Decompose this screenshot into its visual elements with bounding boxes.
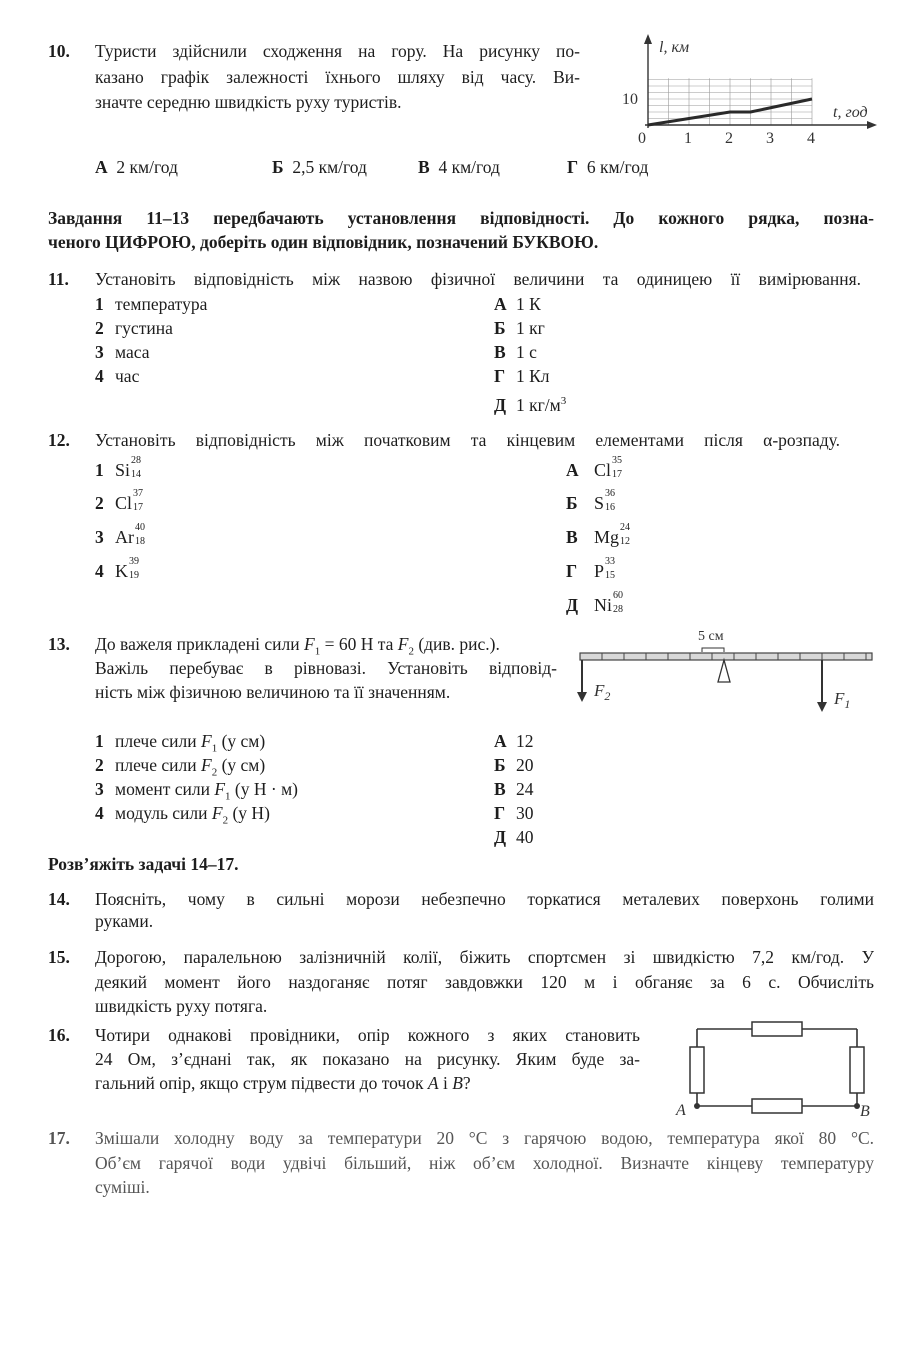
chart-y-tick-labels [622,91,638,108]
question-text-line: Чотири однакові провідники, опір кожного з яких становить [95,1025,640,1045]
match-left-isotope: 3 Ar 40 18 [95,522,145,547]
match-left-isotope: 4 K 39 19 [95,556,139,581]
option-text: 4 км/год [438,157,500,177]
chart-x-tick-label: 1 [684,130,692,147]
point-a-dot [694,1103,700,1109]
force-f1-arrowhead [817,702,827,712]
answer-option-d[interactable] [567,156,648,178]
resistor-right [850,1047,864,1093]
option-text: 6 км/год [586,157,649,177]
question-number: 15. [48,947,70,967]
option-letter: А [95,157,108,177]
question-text-line: швидкість руху потяга. [95,996,268,1016]
match-left-item: 3 маса [95,342,150,362]
match-left-item: 2 плече сили $F_2$ (у см) [95,755,266,779]
section-header: Розв’яжіть задачі 14–17. [48,854,239,874]
match-right-item: Г 1 Кл [494,366,550,386]
question-text-line: Поясніть, чому в сильні морози небезпечно торкатися металевих поверхонь голими [95,889,874,909]
option-letter: В [418,157,430,177]
lever-figure [572,622,877,722]
match-right-item: В 24 [494,779,534,799]
match-right-item: В 1 с [494,342,537,362]
resistor-left [690,1047,704,1093]
question-text-line: гальний опір, якщо струм підвести до точок A і B? [95,1073,471,1093]
question-text: Установіть відповідність між початковим та кінцевим елементами після α-розпаду. [95,430,840,450]
question-text-line: суміші. [95,1177,150,1197]
question-text-line: казано графік залежності їхнього шляху від часу. Ви- [95,67,580,87]
chart-grid [648,78,812,125]
answer-option-a[interactable] [95,156,178,178]
match-right-item: А 12 [494,731,534,751]
chart-x-tick-labels [638,130,815,147]
answer-option-b[interactable] [272,156,367,178]
point-b-label: B [860,1103,870,1120]
question-number: 13. [48,634,70,654]
question-text-line: значте середню швидкість руху туристів. [95,92,402,112]
resistor-bottom [752,1099,802,1113]
match-left-item: 1 плече сили $F_1$ (у см) [95,731,266,755]
force-f2-label: $F_2$ [594,681,611,703]
answer-option-c[interactable] [418,156,500,178]
match-right-item: Д 40 [494,827,534,847]
question-text-line: Дорогою, паралельною залізничній колії, біжить спортсмен зі швидкістю 7,2 км/год. У [95,947,874,967]
scale-brace [702,648,724,652]
chart-x-tick-label: 2 [725,130,733,147]
chart-y-arrowhead [644,34,652,44]
chart-x-tick-label: 4 [807,130,815,147]
match-right-isotope: Д Ni 60 28 [566,590,623,615]
question-text-line: До важеля прикладені сили $F_1 = 60$ Н та $F_2$ (див. рис.). [95,634,500,658]
match-right-isotope: А Cl 35 17 [566,455,623,480]
circuit-diagram [672,1015,882,1123]
question-text-line: Важіль перебуває в рівновазі. Установіть відповід- [95,658,557,678]
option-text: 2 км/год [116,157,178,177]
option-letter: Б [272,157,284,177]
force-f1-label: $F_1$ [834,689,851,711]
chart-y-tick-label: 10 [622,91,638,108]
chart-x-tick-label: 0 [638,130,646,147]
chart-xlabel: t, год [833,104,868,121]
match-left-item: 4 модуль сили $F_2$ (у Н) [95,803,270,827]
question-number: 12. [48,430,70,450]
option-text: 2,5 км/год [292,157,367,177]
match-right-item: Б 20 [494,755,534,775]
match-right-item: Б 1 кг [494,318,545,338]
force-f2-arrowhead [577,692,587,702]
question-number: 10. [48,41,70,61]
match-right-item: Г 30 [494,803,534,823]
matching-instructions-line: Завдання 11–13 передбачають установлення відповідності. До кожного рядка, позна- [48,208,874,228]
chart-ylabel: l, км [659,39,690,56]
match-right-item: Д 1 $кг/м^3$ [494,394,567,415]
match-right-isotope: Г P 33 15 [566,556,616,581]
question-number: 14. [48,889,70,909]
circuit-wires [697,1029,857,1106]
question-number: 17. [48,1128,70,1148]
match-left-item: 1 температура [95,294,208,314]
match-left-item: 4 час [95,366,140,386]
question-10 [0,0,915,190]
chart-x-tick-label: 3 [766,130,774,147]
option-letter: Г [567,157,579,177]
match-right-item: А 1 К [494,294,541,314]
match-right-isotope: Б S 36 16 [566,488,616,513]
matching-instructions-line: ченого ЦИФРОЮ, доберіть один відповідник, позначений БУКВОЮ. [48,232,599,252]
match-left-item: 2 густина [95,318,173,338]
question-text-line: Об’єм гарячої води удвічі більший, ніж об’єм холодної. Визначте кінцеву температуру [95,1153,874,1173]
chart-x-arrowhead [867,121,877,129]
point-a-label: A [676,1102,686,1119]
match-left-item: 3 момент сили $F_1$ (у Н · м) [95,779,298,803]
resistor-top [752,1022,802,1036]
question-text-line: Змішали холодну воду за температури 20 °С з гарячою водою, температура якої 80 °С. [95,1128,874,1148]
scale-label: 5 см [698,629,724,644]
question-text-line: Туристи здійснили сходження на гору. На рисунку по- [95,41,580,61]
question-text-line: руками. [95,911,154,931]
fulcrum [718,660,730,682]
question-text-line: ність між фізичною величиною та її значенням. [95,682,451,702]
match-left-isotope: 1 Si 28 14 [95,455,142,480]
distance-time-chart [615,30,885,155]
question-number: 11. [48,269,69,289]
match-left-isotope: 2 Cl 37 17 [95,488,144,513]
question-text-line: деякий момент його наздоганяє потяг завдовжки 120 м і обганяє за 6 с. Обчисліть [95,972,874,992]
match-right-isotope: В Mg 24 12 [566,522,631,547]
question-text: Установіть відповідність між назвою фізичної величини та одиницею її вимірювання. [95,269,861,289]
question-text-line: 24 Ом, з’єднані так, як показано на рисунку. Яким буде за- [95,1049,640,1069]
question-number: 16. [48,1025,70,1045]
